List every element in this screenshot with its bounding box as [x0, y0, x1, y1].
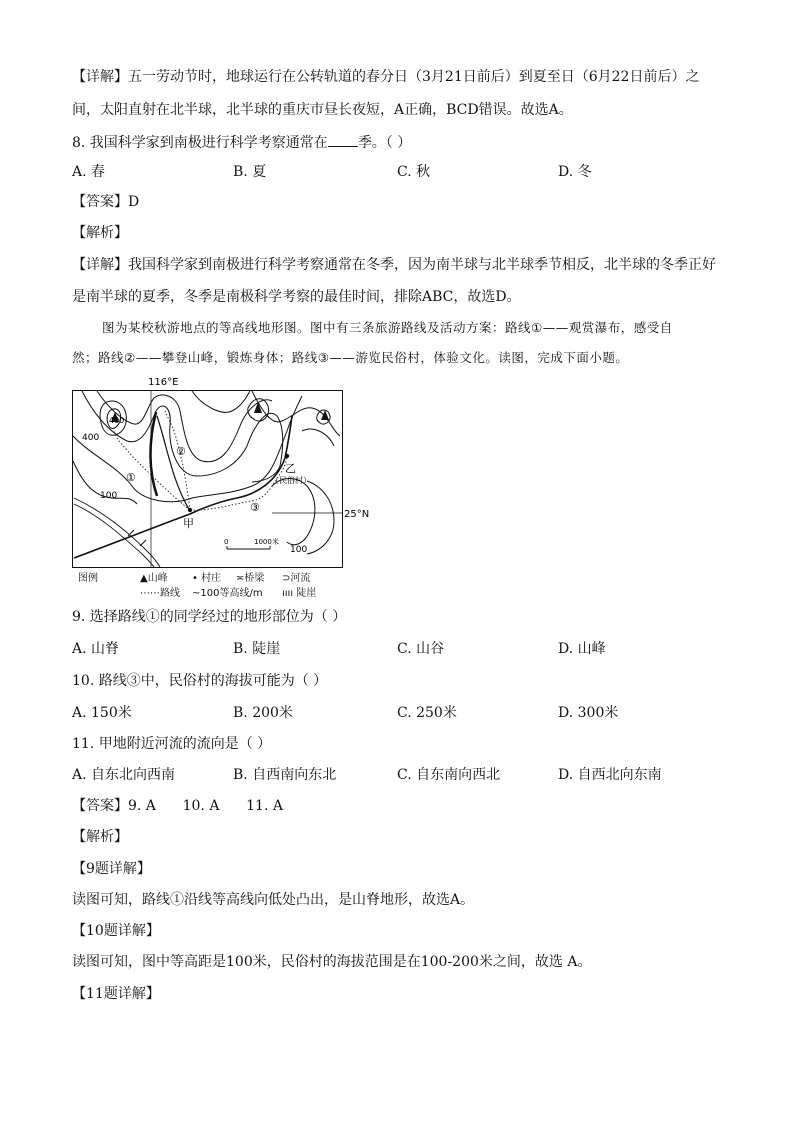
yi-label: 乙	[285, 462, 296, 475]
option-a: A. 山脊	[72, 641, 120, 657]
cliff-icon: ıııı	[282, 588, 294, 599]
intro-line: 然；路线②——攀登山峰，锻炼身体；路线③——游览民俗村，体验文化。读图，完成下面小题。	[72, 350, 629, 365]
longitude-label: 116°E	[148, 377, 179, 388]
question-8-stem	[72, 132, 411, 153]
contour-label: 100	[290, 545, 308, 555]
answer-label: 【答案】D	[72, 194, 140, 210]
contour-label: 400	[109, 416, 125, 425]
option-a: A. 150米	[72, 705, 132, 721]
option-a: A. 自东北向西南	[72, 767, 176, 783]
option-a: A. 春	[72, 164, 106, 180]
scale-label: 1000米	[254, 538, 279, 546]
q9-detail: 读图可知，路线①沿线等高线向低处凸出，是山脊地形，故选A。	[72, 892, 475, 908]
option-c: C. 250米	[397, 705, 457, 721]
folk-village-label: （民俗村）	[271, 476, 311, 485]
option-b: B. 陡崖	[233, 641, 281, 657]
legend-label: 河流	[290, 573, 311, 584]
route-3-label: ③	[250, 501, 260, 514]
village-icon: •	[192, 573, 198, 584]
legend-label: 桥梁	[244, 573, 265, 584]
answer-label: 【答案】9. A 10. A 11. A	[72, 798, 283, 814]
legend-river	[282, 569, 310, 584]
bridge-icon: ≍	[236, 573, 245, 584]
legend-label: 村庄	[201, 573, 222, 584]
jia-label: 甲	[183, 517, 194, 530]
legend-label: 100	[200, 588, 220, 599]
option-b: B. 自西南向东北	[233, 767, 337, 783]
legend-route	[140, 584, 180, 599]
question-9-stem: 9. 选择路线①的同学经过的地形部位为（ ）	[72, 609, 347, 625]
question-11-stem: 11. 甲地附近河流的流向是（ ）	[72, 736, 272, 752]
q10-detail-heading: 【10题详解】	[72, 923, 160, 939]
option-c: C. 山谷	[397, 641, 445, 657]
contour-icon: ~	[192, 588, 201, 599]
legend-peak	[140, 569, 168, 584]
analysis-label: 【解析】	[72, 225, 128, 241]
route-icon: ⋯⋯	[140, 588, 160, 599]
option-b: B. 200米	[233, 705, 293, 721]
option-d: D. 300米	[558, 705, 619, 721]
contour-map	[72, 377, 372, 570]
village-jia	[188, 508, 192, 512]
q11-detail-heading: 【11题详解】	[72, 986, 160, 1002]
legend-label: 陡崖	[296, 588, 317, 599]
stem-part: 8. 我国科学家到南极进行科学考察通常在	[72, 135, 328, 151]
contour-label: 400	[82, 433, 100, 443]
latitude-label: 25°N	[344, 509, 370, 520]
contour-label: 100	[100, 491, 118, 501]
legend-cliff	[282, 584, 316, 599]
option-c: C. 自东南向西北	[397, 767, 501, 783]
legend-label: 等高线/m	[219, 588, 263, 599]
route-1-label: ①	[126, 471, 136, 484]
option-d: D. 自西北向东南	[558, 767, 662, 783]
option-d: D. 冬	[558, 164, 592, 180]
option-c: C. 秋	[397, 164, 431, 180]
river-icon: ⊃	[282, 573, 291, 584]
legend-contour	[192, 584, 263, 599]
legend-bridge	[236, 569, 264, 584]
legend-label: 路线	[160, 588, 180, 599]
q9-detail-heading: 【9题详解】	[72, 861, 151, 877]
scale-label: 0	[224, 538, 229, 546]
detail-line: 【详解】我国科学家到南极进行科学考察通常在冬季，因为南半球与北半球季节相反，北半球的冬季正好	[72, 257, 716, 273]
detail-line: 是南半球的夏季，冬季是南极科学考察的最佳时间，排除ABC，故选D。	[72, 289, 521, 305]
village-yi	[285, 454, 289, 458]
q10-detail: 读图可知，图中等高距是100米，民俗村的海拔范围是在100-200米之间，故选 A。	[72, 954, 592, 970]
intro-line: 图为某校秋游地点的等高线地形图。图中有三条旅游路线及活动方案：路线①——观赏瀑布，感受自	[102, 320, 673, 335]
legend-label: 山峰	[147, 573, 168, 584]
question-10-stem: 10. 路线③中，民俗村的海拔可能为（ ）	[72, 673, 328, 689]
option-d: D. 山峰	[558, 641, 606, 657]
legend-title: 图例	[78, 573, 98, 584]
detail-line: 间，太阳直射在北半球，北半球的重庆市昼长夜短，A正确，BCD错误。故选A。	[72, 102, 573, 118]
peak-icon: ▲	[140, 573, 148, 584]
route-2-label: ②	[176, 445, 186, 458]
option-b: B. 夏	[233, 164, 267, 180]
detail-line: 【详解】五一劳动节时，地球运行在公转轨道的春分日（3月21日前后）到夏至日（6月22日前后）之	[72, 69, 700, 85]
answer-blank	[328, 132, 358, 147]
analysis-label: 【解析】	[72, 829, 128, 845]
legend-village	[192, 569, 221, 584]
stem-part: 季。（ ）	[357, 135, 412, 151]
